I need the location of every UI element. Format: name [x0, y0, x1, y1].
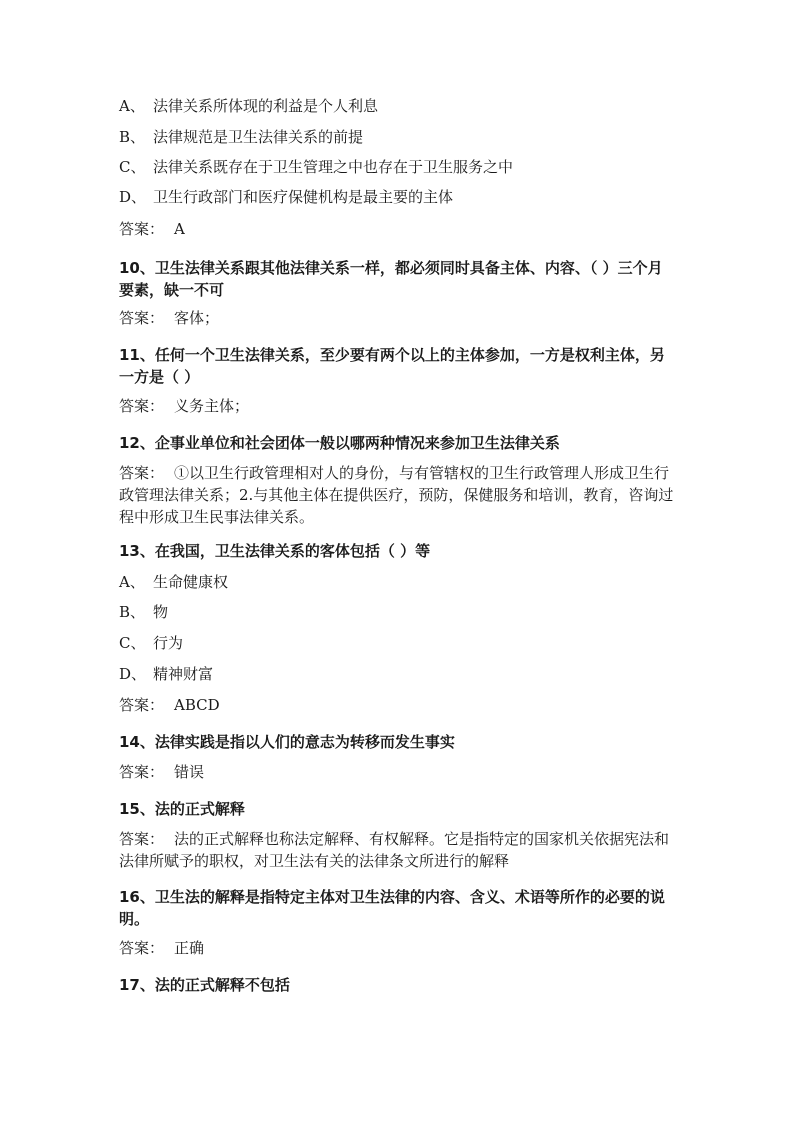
answer-line [119, 761, 204, 783]
answer-line [119, 694, 220, 716]
answer-label: 答案： [119, 763, 165, 781]
answer-label: 答案： [119, 464, 165, 482]
question-11: 11、任何一个卫生法律关系，至少要有两个以上的主体参加，一方是权利主体，另一方是（ ） [119, 346, 665, 386]
option-text: 物 [153, 603, 169, 621]
question-14: 14、法律实践是指以人们的意志为转移而发生事实 [119, 733, 455, 751]
answer-value: ①以卫生行政管理相对人的身份，与有管辖权的卫生行政管理人形成卫生行政管理法律关系；2.与其他主体在提供医疗，预防，保健服务和培训，教育，咨询过程中形成卫生民事法律关系。 [119, 464, 674, 526]
answer-label: 答案： [119, 830, 165, 848]
answer-label: 答案： [119, 939, 165, 957]
answer-line [119, 395, 249, 417]
option-text: 法律规范是卫生法律关系的前提 [153, 128, 364, 146]
answer-line [119, 218, 185, 240]
question-16: 16、卫生法的解释是指特定主体对卫生法律的内容、含义、术语等所作的必要的说明。 [119, 888, 665, 928]
option-a [119, 95, 378, 117]
option-letter: C、 [119, 158, 146, 176]
answer-value: A [174, 220, 185, 238]
answer-label: 答案： [119, 309, 165, 327]
question-15: 15、法的正式解释 [119, 800, 245, 818]
answer-label: 答案： [119, 397, 165, 415]
option-letter: B、 [119, 603, 146, 621]
answer-value: 错误 [174, 763, 205, 781]
question-17: 17、法的正式解释不包括 [119, 976, 290, 994]
option-b [119, 126, 363, 148]
option-text: 法律关系所体现的利益是个人利息 [153, 97, 379, 115]
option-letter: D、 [119, 188, 147, 206]
option-letter: A、 [119, 97, 145, 115]
option-text: 行为 [153, 634, 184, 652]
option-letter: B、 [119, 128, 146, 146]
answer-value: 客体； [174, 309, 220, 327]
answer-label: 答案： [119, 220, 165, 238]
option-text: 卫生行政部门和医疗保健机构是最主要的主体 [153, 188, 454, 206]
question-10: 10、卫生法律关系跟其他法律关系一样，都必须同时具备主体、内容、（ ）三个月要素，缺一不可 [119, 259, 663, 299]
option-text: 生命健康权 [153, 573, 229, 591]
answer-block [119, 462, 674, 528]
answer-line [119, 937, 204, 959]
answer-value: ABCD [174, 696, 220, 714]
option-d [119, 663, 213, 685]
option-text: 法律关系既存在于卫生管理之中也存在于卫生服务之中 [153, 158, 514, 176]
option-letter: D、 [119, 665, 147, 683]
option-text: 精神财富 [153, 665, 214, 683]
answer-block [119, 828, 674, 872]
answer-value: 正确 [174, 939, 205, 957]
answer-label: 答案： [119, 696, 165, 714]
option-letter: A、 [119, 573, 145, 591]
answer-value: 法的正式解释也称法定解释、有权解释。它是指特定的国家机关依据宪法和法律所赋予的职权，对卫生法有关的法律条文所进行的解释 [119, 830, 670, 870]
question-13: 13、在我国，卫生法律关系的客体包括（ ）等 [119, 542, 431, 560]
option-letter: C、 [119, 634, 146, 652]
option-a [119, 571, 228, 593]
answer-value: 义务主体； [174, 397, 250, 415]
answer-line [119, 307, 219, 329]
question-12: 12、企事业单位和社会团体一般以哪两种情况来参加卫生法律关系 [119, 434, 560, 452]
option-c [119, 156, 513, 178]
option-d [119, 186, 453, 208]
option-c [119, 632, 183, 654]
option-b [119, 601, 168, 623]
